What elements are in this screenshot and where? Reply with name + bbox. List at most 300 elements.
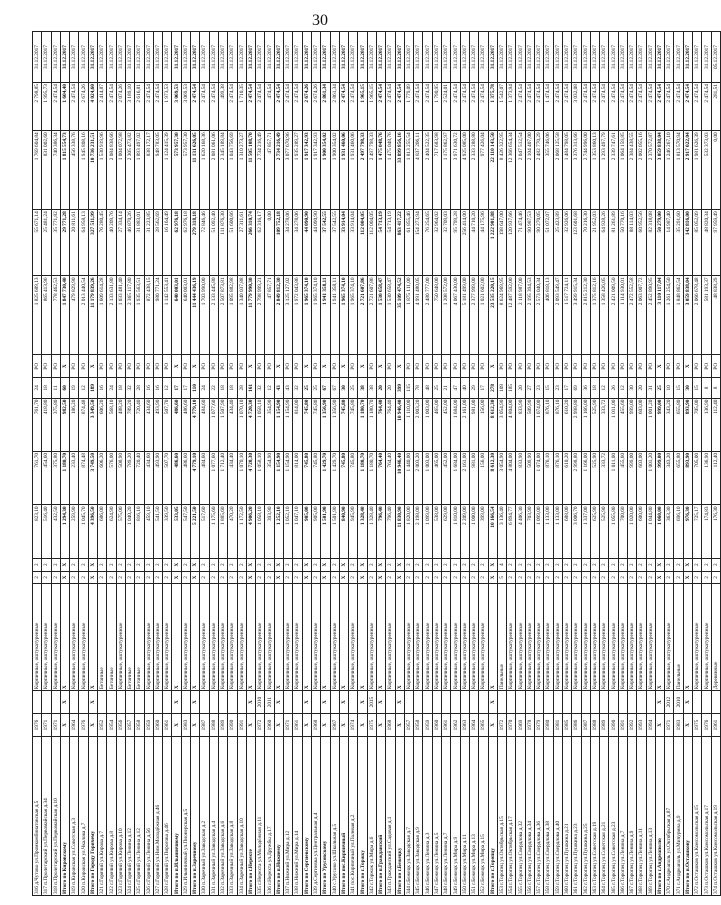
entrances-cell: X (395, 558, 404, 571)
cost-part-a-cell: 112 004,05 (367, 210, 376, 276)
total-area-cell: 575,00 (116, 505, 125, 558)
residential-area-cell: 3 349,50 (88, 398, 97, 451)
floors-cell: 2 (535, 571, 544, 584)
cost-part-a-cell: 55 671,14 (33, 210, 42, 276)
year-repair-cell (209, 691, 218, 714)
living-area-cell: 1 180,70 (60, 451, 69, 504)
year-built-cell: X (172, 714, 181, 737)
cost-part-a-cell: 34 278,06 (293, 210, 302, 276)
cost-part-b-cell: 1 769 604,84 (33, 131, 42, 210)
total-area-cell: 4 906,20 (246, 505, 255, 558)
address-cell: Итого по г.Бежецку (395, 736, 404, 895)
deadline-cell: 31.12.2017 (153, 32, 162, 83)
total-cost-cell: 1 340 037,88 (237, 276, 246, 355)
year-built-cell: 1989 (218, 714, 227, 737)
subtotal-row (488, 32, 497, 896)
fund-method-cell: РО (497, 355, 506, 378)
cost-part-a-cell: 14 987,40 (665, 210, 674, 276)
unit-cost-cell: 2 474,54 (51, 83, 60, 131)
entrances-cell: 2 (349, 558, 358, 571)
wall-material-cell: Кирпичные, оштукатуренные (609, 584, 618, 691)
deadline-cell: 31.12.2017 (367, 32, 376, 83)
total-area-cell: 905,00 (302, 505, 311, 558)
cost-part-a-cell: 142 816,00 (683, 210, 692, 276)
residents-cell: 18 (590, 378, 599, 398)
cost-part-a-cell: 20 811,61 (70, 210, 79, 276)
residents-cell: 69 (572, 378, 581, 398)
year-repair-cell (284, 691, 293, 714)
fund-method-cell: РО (600, 355, 609, 378)
unit-cost-cell: 1 710,35 (237, 83, 246, 131)
cost-part-b-cell: 1 353 860,13 (590, 131, 599, 210)
year-repair-cell: 2012 (665, 691, 674, 714)
year-built-cell: 1978 (525, 714, 534, 737)
year-built-cell: X (60, 714, 69, 737)
year-built-cell: 1976 (33, 714, 42, 737)
fund-method-cell: X (339, 355, 348, 378)
cost-part-a-cell: 35 771,82 (51, 210, 60, 276)
table-row (423, 32, 432, 896)
residents-cell: 19 (70, 378, 79, 398)
residential-area-cell: 1 070,10 (237, 398, 246, 451)
address-cell: 372 п.Осташков ул.Комсомольская д.15 (693, 736, 702, 895)
cost-part-b-cell: 1 064 159,85 (618, 131, 627, 210)
deadline-cell: 31.12.2017 (479, 32, 488, 83)
total-area-cell: 459,10 (144, 505, 153, 558)
deadline-cell: 31.12.2017 (302, 32, 311, 83)
year-built-cell: 1961 (442, 714, 451, 737)
address-cell: Итого по п.Нижнему (274, 736, 283, 895)
residents-cell: 161 (246, 378, 255, 398)
wall-material-cell: Кирпичные, оштукатуренные (414, 584, 423, 691)
year-repair-cell: X (172, 691, 181, 714)
cost-part-b-cell: 3 059 838,04 (655, 131, 664, 210)
residential-area-cell: 434,40 (228, 398, 237, 451)
address-cell: 334 п.Заречный ул.Заводская д.10 (237, 736, 246, 895)
residential-area-cell: 1 166,00 (581, 398, 590, 451)
unit-cost-cell: 2 474,54 (376, 83, 385, 131)
subtotal-row (683, 32, 692, 896)
unit-cost-cell: 499,38 (218, 83, 227, 131)
year-repair-cell (423, 691, 432, 714)
cost-part-a-cell: 64 958,13 (79, 210, 88, 276)
floors-cell: 2 (432, 571, 441, 584)
total-cost-cell: 2 093 549,47 (553, 276, 562, 355)
total-cost-cell: 2 118 987,00 (516, 276, 525, 355)
cost-part-b-cell: 2 047 512,54 (516, 131, 525, 210)
table-row (293, 32, 302, 896)
deadline-cell: 31.12.2017 (376, 32, 385, 83)
year-repair-cell: X (302, 691, 311, 714)
table-row (70, 32, 79, 896)
floors-cell: X (246, 571, 255, 584)
wall-material-cell: X (191, 584, 200, 691)
fund-method-cell: X (395, 355, 404, 378)
living-area-cell: 484,60 (200, 451, 209, 504)
total-area-cell: 3 006,70 (572, 505, 581, 558)
unit-cost-cell: 2 474,54 (460, 83, 469, 131)
floors-cell: 2 (79, 571, 88, 584)
residents-cell: 20 (376, 378, 385, 398)
deadline-cell: 31.12.2017 (330, 32, 339, 83)
residential-area-cell: 1 001,20 (646, 398, 655, 451)
wall-material-cell: Кирпичные, оштукатуренные (200, 584, 209, 691)
fund-method-cell: РО (507, 355, 516, 378)
wall-material-cell: Кирпичные, оштукатуренные (646, 584, 655, 691)
table-row (693, 32, 702, 896)
total-area-cell: 5 221,50 (191, 505, 200, 558)
deadline-cell: 31.12.2017 (144, 32, 153, 83)
unit-cost-cell: 2 474,54 (535, 83, 544, 131)
year-repair-cell (562, 691, 571, 714)
total-cost-cell: 2 133 445,80 (209, 276, 218, 355)
floors-cell: 2 (200, 571, 209, 584)
cost-part-a-cell: 109 752,18 (274, 210, 283, 276)
year-built-cell: 1971 (284, 714, 293, 737)
cost-part-a-cell: 37 542,55 (321, 210, 330, 276)
fund-method-cell: РО (98, 355, 107, 378)
entrances-cell: X (339, 558, 348, 571)
total-cost-cell: 1 972 043,86 (293, 276, 302, 355)
floors-cell: 2 (544, 571, 553, 584)
unit-cost-cell: 2 861,34 (330, 83, 339, 131)
address-cell: 370 г.Андреаполь ул.Октябрьская д.87 (665, 736, 674, 895)
living-area-cell: 4 804,00 (507, 451, 516, 504)
cost-part-a-cell: 27 311,61 (237, 210, 246, 276)
living-area-cell: 876,10 (553, 451, 562, 504)
entrances-cell: X (246, 558, 255, 571)
entrances-cell: 2 (293, 558, 302, 571)
floors-cell: X (488, 571, 497, 584)
residential-area-cell: 999,00 (628, 398, 637, 451)
wall-material-cell: Кирпичные, оштукатуренные (665, 584, 674, 691)
table-row (535, 32, 544, 896)
floors-cell: X (321, 571, 330, 584)
residents-cell: 25 (349, 378, 358, 398)
entrances-cell: 2 (79, 558, 88, 571)
table-row (572, 32, 581, 896)
residential-area-cell: 4 720,30 (246, 398, 255, 451)
wall-material-cell: Кирпичные, оштукатуренные (218, 584, 227, 691)
entrances-cell: 2 (609, 558, 618, 571)
wall-material-cell: Кирпичные, оштукатуренные (404, 584, 413, 691)
deadline-cell: 31.12.2017 (274, 32, 283, 83)
cost-part-a-cell: 97 959,49 (711, 210, 720, 276)
fund-method-cell: РО (265, 355, 274, 378)
table-row (618, 32, 627, 896)
residential-area-cell: 745,80 (339, 398, 348, 451)
total-cost-cell: 1 142 553,41 (163, 276, 172, 355)
total-area-cell: 363,30 (665, 505, 674, 558)
wall-material-cell: Кирпичные, оштукатуренные (367, 584, 376, 691)
year-built-cell: 1964 (469, 714, 478, 737)
floors-cell: 2 (265, 571, 274, 584)
residential-area-cell: 486,60 (172, 398, 181, 451)
year-built-cell: 1994 (646, 714, 655, 737)
living-area-cell: 1 001,20 (646, 451, 655, 504)
year-repair-cell (116, 691, 125, 714)
residential-area-cell: 507,70 (163, 398, 172, 451)
year-built-cell: 1952 (98, 714, 107, 737)
residents-cell: 20 (637, 378, 646, 398)
address-cell: Итого по п.Гражданский (376, 736, 385, 895)
total-cost-cell: 5 181 499,00 (460, 276, 469, 355)
deadline-cell: 31.12.2017 (293, 32, 302, 83)
living-area-cell: 745,80 (302, 451, 311, 504)
cost-part-b-cell: 2 084 838,66 (107, 131, 116, 210)
deadline-cell: 31.12.2017 (683, 32, 692, 83)
cost-part-a-cell: 0,00 (265, 210, 274, 276)
living-area-cell: 2 003,20 (414, 451, 423, 504)
total-area-cell: 796,40 (376, 505, 385, 558)
fund-method-cell: РО (404, 355, 413, 378)
total-area-cell: 339,50 (163, 505, 172, 558)
year-built-cell: 1976 (702, 714, 711, 737)
year-built-cell: 1957 (125, 714, 134, 737)
unit-cost-cell: 2 474,54 (693, 83, 702, 131)
total-cost-cell: 3 110 117,04 (655, 276, 664, 355)
cost-part-b-cell: 1 620 168,36 (200, 131, 209, 210)
year-built-cell: X (683, 714, 692, 737)
floors-cell: 2 (51, 571, 60, 584)
fund-method-cell: РО (33, 355, 42, 378)
living-area-cell: 745,80 (339, 451, 348, 504)
unit-cost-cell: 2 474,54 (618, 83, 627, 131)
wall-material-cell: X (655, 584, 664, 691)
wall-material-cell: Кирпичные, оштукатуренные (516, 584, 525, 691)
cost-part-a-cell: 31 223,85 (144, 210, 153, 276)
total-cost-cell: 2 507 873,81 (218, 276, 227, 355)
address-cell: Итого по Городу Горячему (88, 736, 97, 895)
living-area-cell: 1 712,40 (218, 451, 227, 504)
unit-cost-cell: 1 779,09 (404, 83, 413, 131)
year-built-cell: 1988 (209, 714, 218, 737)
address-cell: 354 г.Торопец ул.Октябрьская д.17 (507, 736, 516, 895)
residential-area-cell: 2 998,80 (572, 398, 581, 451)
residential-area-cell: 981,00 (469, 398, 478, 451)
floors-cell: 2 (116, 571, 125, 584)
fund-method-cell: РО (618, 355, 627, 378)
fund-method-cell: РО (516, 355, 525, 378)
wall-material-cell: X (88, 584, 97, 691)
floors-cell: 2 (209, 571, 218, 584)
living-area-cell: 452,00 (442, 451, 451, 504)
fund-method-cell: РО (367, 355, 376, 378)
year-built-cell: 1983 (181, 714, 190, 737)
year-repair-cell (153, 691, 162, 714)
cost-part-a-cell: 28 562,69 (153, 210, 162, 276)
total-cost-cell: 2 573 040,34 (535, 276, 544, 355)
entrances-cell: 2 (646, 558, 655, 571)
fund-method-cell: РО (553, 355, 562, 378)
address-cell: 337 п.Нижний ул.Мира д.12 (284, 736, 293, 895)
wall-material-cell: X (488, 584, 497, 691)
table-row (479, 32, 488, 896)
table-row (135, 32, 144, 896)
year-built-cell: X (321, 714, 330, 737)
entrances-cell: 2 (237, 558, 246, 571)
table-row (497, 32, 506, 896)
year-built-cell: 1987 (581, 714, 590, 737)
cost-part-b-cell: 1 935 289,27 (293, 131, 302, 210)
residential-area-cell: 764,40 (376, 398, 385, 451)
residents-cell: 25 (311, 378, 320, 398)
residents-cell: 18 (218, 378, 227, 398)
fund-method-cell: X (172, 355, 181, 378)
floors-cell: 2 (367, 571, 376, 584)
residential-area-cell: 1 684,00 (451, 398, 460, 451)
total-area-cell: 1 328,40 (358, 505, 367, 558)
total-area-cell: 703,90 (525, 505, 534, 558)
total-cost-cell: 3 059 838,04 (683, 276, 692, 355)
floors-cell: X (172, 571, 181, 584)
residents-cell: 17 (562, 378, 571, 398)
year-repair-cell (386, 691, 395, 714)
unit-cost-cell: 1 604,40 (60, 83, 69, 131)
table-row (674, 32, 683, 896)
unit-cost-cell: 2 798,85 (33, 83, 42, 131)
total-cost-cell: 479 829,90 (70, 276, 79, 355)
residents-cell: 43 (274, 378, 283, 398)
residents-cell: 23 (535, 378, 544, 398)
deadline-cell: 31.12.2017 (349, 32, 358, 83)
fund-method-cell: X (321, 355, 330, 378)
table-row (265, 32, 274, 896)
total-area-cell: 840,90 (339, 505, 348, 558)
residential-area-cell: 720,40 (135, 398, 144, 451)
year-repair-cell (404, 691, 413, 714)
wall-material-cell: Кирпичные, оштукатуренные (293, 584, 302, 691)
living-area-cell: 576,00 (107, 451, 116, 504)
cost-part-a-cell: 27 334,14 (116, 210, 125, 276)
deadline-cell: 31.12.2017 (535, 32, 544, 83)
cost-part-b-cell: 1 484 798,05 (562, 131, 571, 210)
wall-material-cell: Кирпичные, оштукатуренные (209, 584, 218, 691)
year-repair-cell (218, 691, 227, 714)
residential-area-cell: 606,20 (98, 398, 107, 451)
unit-cost-cell: 2 474,54 (655, 83, 664, 131)
floors-cell: 2 (702, 571, 711, 584)
total-cost-cell: 2 063 007,72 (637, 276, 646, 355)
residents-cell: 27 (525, 378, 534, 398)
entrances-cell: 2 (163, 558, 172, 571)
total-cost-cell: 2 721 607,86 (358, 276, 367, 355)
entrances-cell: 2 (228, 558, 237, 571)
entrances-cell: 2 (637, 558, 646, 571)
wall-material-cell: Кирпичные, оштукатуренные (693, 584, 702, 691)
deadline-cell: 31.12.2017 (469, 32, 478, 83)
cost-part-b-cell: 2 068 125,58 (553, 131, 562, 210)
unit-cost-cell: 1 790,95 (432, 83, 441, 131)
total-area-cell: 10 166,54 (488, 505, 497, 558)
residents-cell: 28 (237, 378, 246, 398)
fund-method-cell: РО (386, 355, 395, 378)
year-built-cell: 1956 (116, 714, 125, 737)
cost-part-a-cell: 95 799,28 (451, 210, 460, 276)
residents-cell: 40 (460, 378, 469, 398)
deadline-cell: 31.12.2017 (88, 32, 97, 83)
cost-part-a-cell: 37 542,55 (330, 210, 339, 276)
unit-cost-cell: 1 474,54 (544, 83, 553, 131)
residential-area-cell: 789,20 (125, 398, 134, 451)
year-built-cell: 1983 (674, 714, 683, 737)
year-built-cell: 1968 (386, 714, 395, 737)
deadline-cell: 31.12.2017 (172, 32, 181, 83)
year-repair-cell (469, 691, 478, 714)
cost-part-a-cell: 279 318,18 (191, 210, 200, 276)
address-cell: 360 г.Торопец ул.Пушкина д.21 (562, 736, 571, 895)
unit-cost-cell: 1 995,73 (42, 83, 51, 131)
cost-part-a-cell: 25 481,24 (42, 210, 51, 276)
year-repair-cell (553, 691, 562, 714)
fund-method-cell: РО (423, 355, 432, 378)
deadline-cell: 31.12.2017 (163, 32, 172, 83)
unit-cost-cell: 474,54 (265, 83, 274, 131)
year-repair-cell (544, 691, 553, 714)
living-area-cell: 814,00 (293, 451, 302, 504)
address-cell: 374 п.Осташков ул.Комсомольская д.19 (711, 736, 720, 895)
year-repair-cell (70, 691, 79, 714)
cost-part-b-cell: 2 081 061,06 (209, 131, 218, 210)
year-repair-cell (181, 691, 190, 714)
deadline-cell: 31.12.2017 (655, 32, 664, 83)
residents-cell: 11 (51, 378, 60, 398)
unit-cost-cell: 2 474,54 (525, 83, 534, 131)
year-built-cell: 1958 (135, 714, 144, 737)
living-area-cell: 465,00 (432, 451, 441, 504)
cost-part-a-cell: 32 964,02 (432, 210, 441, 276)
floors-cell: 2 (349, 571, 358, 584)
table-row (600, 32, 609, 896)
cost-part-b-cell: 47 857,71 (265, 131, 274, 210)
year-repair-cell (144, 691, 153, 714)
entrances-cell: 2 (209, 558, 218, 571)
address-cell: 368 г.Торопец ул.Ленина д.11 (637, 736, 646, 895)
residential-area-cell: 2 003,20 (414, 398, 423, 451)
total-cost-cell: 1 965 374,10 (349, 276, 358, 355)
living-area-cell: 1 154,90 (284, 451, 293, 504)
cost-part-a-cell: 123 601,68 (572, 210, 581, 276)
table-row (116, 32, 125, 896)
deadline-cell: 31.12.2017 (284, 32, 293, 83)
table-row (711, 32, 720, 896)
floors-cell: 2 (33, 571, 42, 584)
unit-cost-cell: 2 474,54 (451, 83, 460, 131)
total-area-cell: 1 099,00 (423, 505, 432, 558)
table-row (284, 32, 293, 896)
residential-area-cell: 4 779,10 (191, 398, 200, 451)
cost-part-a-cell: 71 474,46 (516, 210, 525, 276)
entrances-cell: 2 (432, 558, 441, 571)
year-built-cell: 1968 (311, 714, 320, 737)
residential-area-cell: 509,90 (525, 398, 534, 451)
year-built-cell: 1972 (256, 714, 265, 737)
residents-cell: 29 (469, 378, 478, 398)
total-area-cell: 1 501,90 (321, 505, 330, 558)
wall-material-cell: Кирпичные, оштукатуренные (507, 584, 516, 691)
residents-cell: 110 (191, 378, 200, 398)
total-cost-cell: 2 195 394,53 (525, 276, 534, 355)
year-repair-cell (590, 691, 599, 714)
wall-material-cell: Кирпичные, оштукатуренные (618, 584, 627, 691)
year-repair-cell (600, 691, 609, 714)
living-area-cell: 112,40 (711, 451, 720, 504)
fund-method-cell: X (655, 355, 664, 378)
residential-area-cell: 525,90 (590, 398, 599, 451)
address-cell: 320 п.Кировская ул.Чкалова д.7 (79, 736, 88, 895)
wall-material-cell: Кирпичные, оштукатуренные (442, 584, 451, 691)
entrances-cell: 2 (544, 558, 553, 571)
